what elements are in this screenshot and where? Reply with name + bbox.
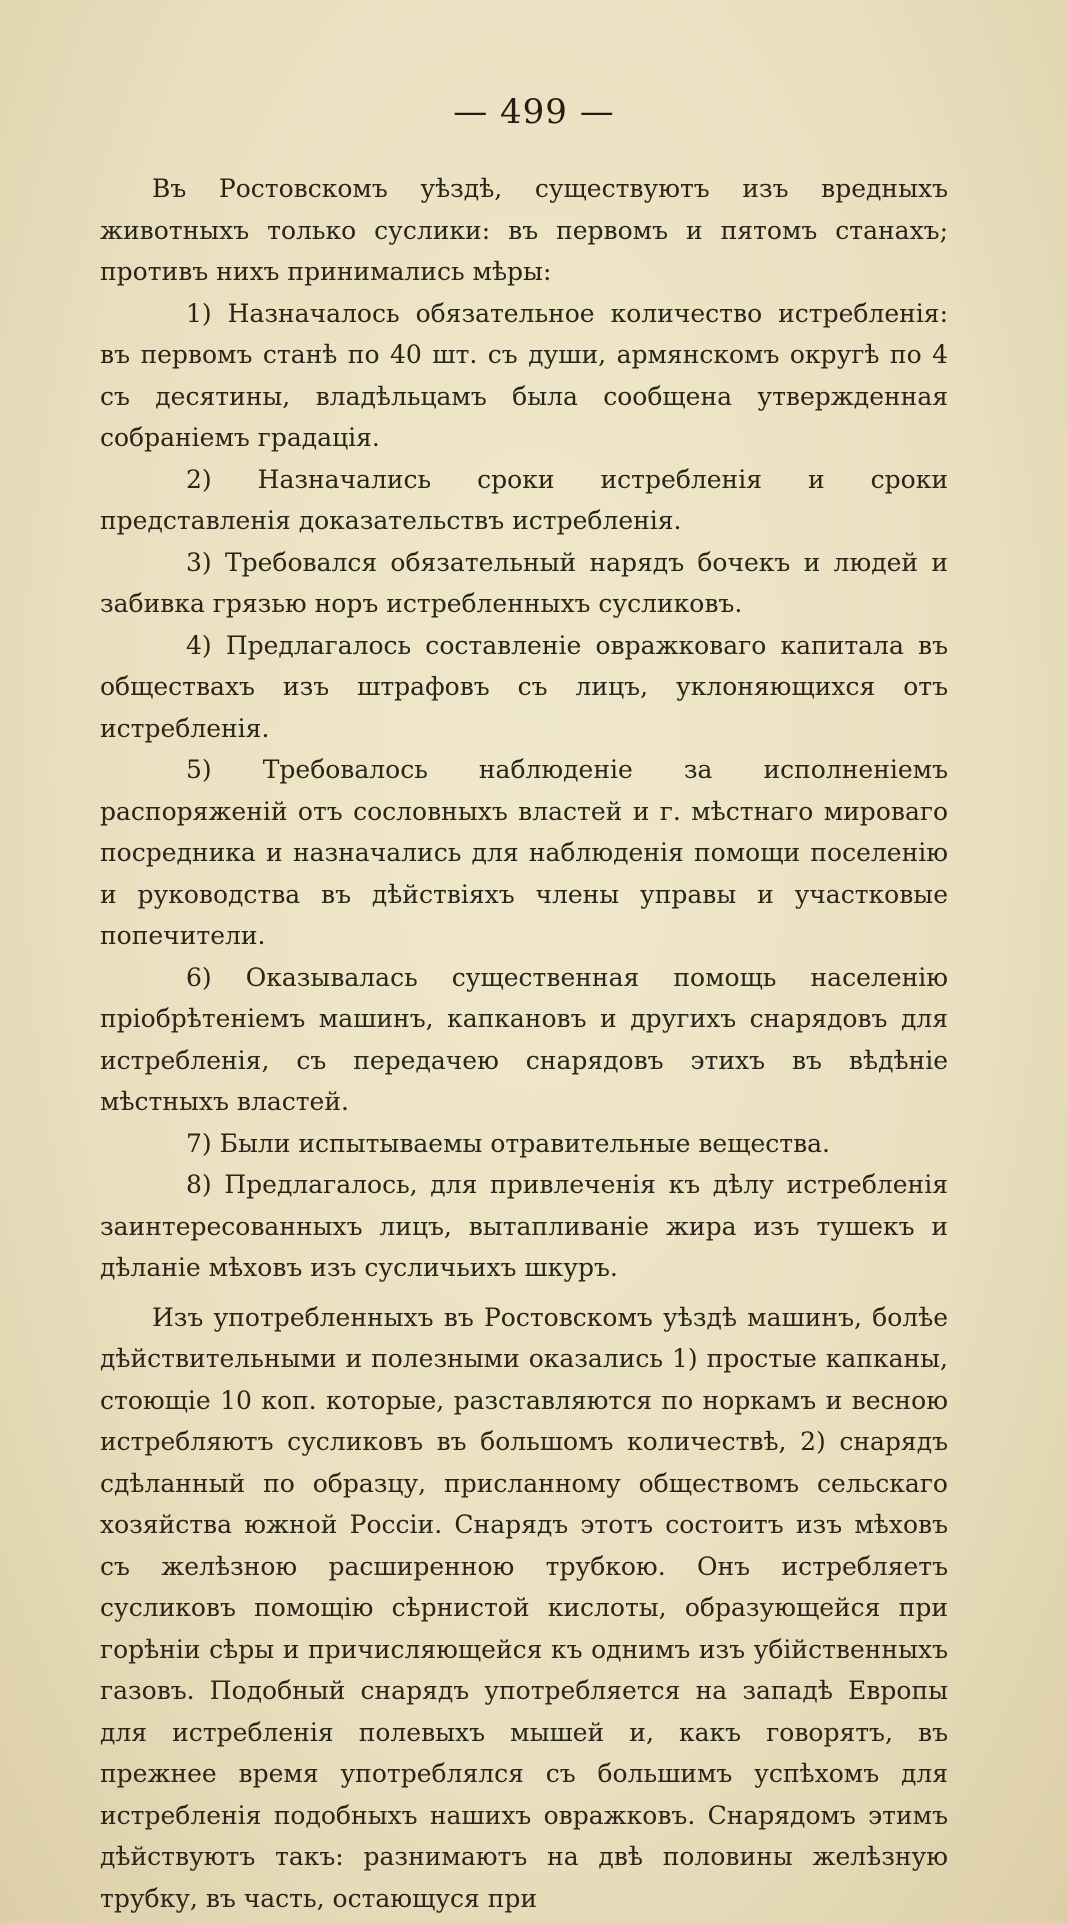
measure-item: 1) Назначалось обязательное количество истребленія: въ первомъ станѣ по 40 шт. съ души, армянскомъ округѣ по 4 съ десятины, владѣльцамъ была сообщена утвержденная собраніемъ градація. [100, 298, 948, 452]
measure-item: 8) Предлагалось, для привлеченія къ дѣлу истребленія заинтересованныхъ лицъ, вытапливаніе жира изъ тушекъ и дѣланіе мѣховъ изъ сусличьихъ шкуръ. [100, 1170, 948, 1282]
measures-list [100, 293, 948, 1289]
measure-item: 4) Предлагалось составленіе овражковаго капитала въ обществахъ изъ штрафовъ съ лицъ, уклоняющихся отъ истребленія. [100, 630, 948, 743]
measure-item: 7) Были испытываемы отравительные вещества. [186, 1128, 830, 1158]
intro-paragraph: Въ Ростовскомъ уѣздѣ, существуютъ изъ вредныхъ животныхъ только суслики: въ первомъ и пятомъ станахъ; противъ нихъ принимались мѣры: [100, 174, 948, 286]
closing-paragraph: Изъ употребленныхъ въ Ростовскомъ уѣздѣ машинъ, болѣе дѣйствительными и полезными оказались 1) простые капканы, стоющіе 10 коп. которые, разставляются по норкамъ и весною истребляютъ сусликовъ въ большомъ количествѣ, 2) снарядъ сдѣланный по образцу, присланному обществомъ сельскаго хозяйства южной Россіи. Снарядъ этотъ состоитъ изъ мѣховъ съ желѣзною расширенною трубкою. Онъ истребляетъ сусликовъ помощію сѣрнистой кислоты, образующейся при горѣніи сѣры и причисляющейся къ однимъ изъ убійственныхъ газовъ. Подобный снарядъ употребляется на западѣ Европы для истребленія полевыхъ мышей и, какъ говорятъ, въ прежнее время употреблялся съ большимъ успѣхомъ для истребленія подобныхъ нашихъ овражковъ. Снарядомъ этимъ дѣйствуютъ такъ: разнимаютъ на двѣ половины желѣзную трубку, въ часть, остающуся при [100, 1302, 948, 1913]
measure-item: 2) Назначались сроки истребленія и сроки представленія доказательствъ истребленія. [100, 464, 948, 535]
measure-item: 6) Оказывалась существенная помощь населенію пріобрѣтеніемъ машинъ, капкановъ и другихъ снарядовъ для истребленія, съ передачею снарядовъ этихъ въ вѣдѣніе мѣстныхъ властей. [100, 962, 948, 1116]
measure-item: 3) Требовался обязательный нарядъ бочекъ и людей и забивка грязью норъ истребленныхъ сусликовъ. [100, 547, 948, 618]
page-number: — 499 — [453, 92, 615, 132]
page-body [100, 168, 948, 1919]
measure-item: 5) Требовалось наблюденіе за исполненіемъ распоряженій отъ сословныхъ властей и г. мѣстнаго мироваго посредника и назначались для наблюденія помощи поселенію и руководства въ дѣйствіяхъ члены управы и участковые попечители. [100, 755, 948, 950]
